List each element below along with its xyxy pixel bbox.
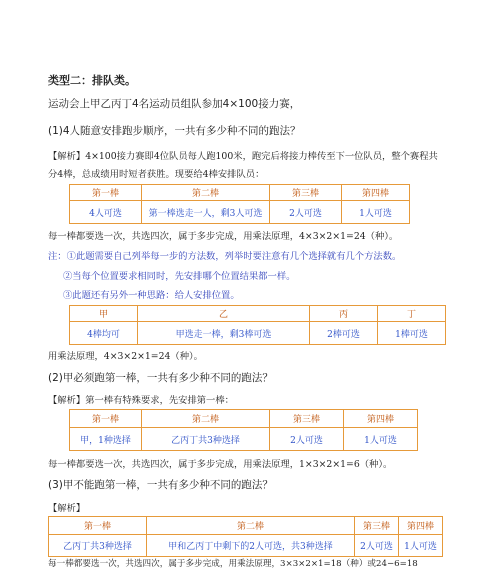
section-heading: 类型二：排队类。 <box>48 74 136 87</box>
table-cell: 甲选走一棒，剩3棒可选 <box>138 322 310 345</box>
table-cell: 乙丙丁共3种选择 <box>142 428 270 451</box>
table-cell: 1人可选 <box>342 201 410 224</box>
table-cell: 2人可选 <box>355 535 399 557</box>
table-header-cell: 第一棒 <box>70 185 142 201</box>
table-cell: 4人可选 <box>70 201 142 224</box>
q1-note-1: 注：①此题需要自己列举每一步的方法数，列举时要注意有几个选择就有几个方法数。 <box>48 251 402 262</box>
table-header-cell: 第三棒 <box>355 517 399 535</box>
table-cell: 1人可选 <box>344 428 418 451</box>
q1-analysis-line1: 【解析】4×100接力赛即4位队员每人跑100米，跑完后将接力棒传至下一位队员，整个赛程共 <box>48 151 438 162</box>
table-cell: 2棒可选 <box>310 322 378 345</box>
q2-analysis: 【解析】第一棒有特殊要求，先安排第一棒： <box>48 395 234 406</box>
table-header-cell: 甲 <box>70 306 138 322</box>
table-header-cell: 第三棒 <box>270 185 342 201</box>
q1-table-person <box>69 305 446 345</box>
table-cell: 乙丙丁共3种选择 <box>49 535 147 557</box>
q3-table <box>48 516 443 557</box>
table-cell: 甲和乙丙丁中剩下的2人可选，共3种选择 <box>147 535 355 557</box>
table-header-cell: 第一棒 <box>70 410 142 428</box>
table-header-cell: 第三棒 <box>270 410 344 428</box>
table-header-cell: 第四棒 <box>342 185 410 201</box>
q1-result-1: 每一棒都要选一次，共选四次，属于多步完成，用乘法原理，4×3×2×1=24（种）。 <box>48 231 399 242</box>
q1-result-2: 用乘法原理，4×3×2×1=24（种）。 <box>48 351 203 362</box>
intro-text: 运动会上甲乙丙丁4名运动员组队参加4×100接力赛， <box>48 98 301 110</box>
q2-table <box>69 409 418 451</box>
question-3-title: (3)甲不能跑第一棒，一共有多少种不同的跑法？ <box>48 479 273 491</box>
question-1-title: (1)4人随意安排跑步顺序，一共有多少种不同的跑法？ <box>48 125 301 137</box>
table-cell: 1人可选 <box>399 535 443 557</box>
table-header-cell: 第二棒 <box>142 410 270 428</box>
table-cell: 2人可选 <box>270 201 342 224</box>
table-header-cell: 第二棒 <box>142 185 270 201</box>
q3-result: 每一棒都要选一次，共选四次，属于多步完成，用乘法原理，3×3×2×1=18（种）或24−6=18 <box>48 559 418 569</box>
table-cell: 2人可选 <box>270 428 344 451</box>
q2-result: 每一棒都要选一次，共选四次，属于多步完成，用乘法原理，1×3×2×1=6（种）。 <box>48 459 393 470</box>
table-header-cell: 第一棒 <box>49 517 147 535</box>
table-header-cell: 第二棒 <box>147 517 355 535</box>
q1-note-2: ②当每个位置要求相同时，先安排哪个位置结果都一样。 <box>63 271 296 282</box>
table-header-cell: 丁 <box>378 306 446 322</box>
q1-analysis-line2: 分4棒，总成绩用时短者获胜。现要给4棒安排队员： <box>48 169 265 180</box>
table-cell: 1棒可选 <box>378 322 446 345</box>
table-header-cell: 第四棒 <box>344 410 418 428</box>
table-header-cell: 乙 <box>138 306 310 322</box>
question-2-title: (2)甲必须跑第一棒，一共有多少种不同的跑法？ <box>48 372 273 384</box>
q1-note-3: ③此题还有另外一种思路：给人安排位置。 <box>63 290 240 301</box>
q1-table-baton <box>69 184 410 224</box>
table-cell: 4棒均可 <box>70 322 138 345</box>
table-cell: 甲，1种选择 <box>70 428 142 451</box>
table-header-cell: 第四棒 <box>399 517 443 535</box>
table-header-cell: 丙 <box>310 306 378 322</box>
q3-analysis: 【解析】 <box>48 503 86 514</box>
table-cell: 第一棒选走一人，剩3人可选 <box>142 201 270 224</box>
